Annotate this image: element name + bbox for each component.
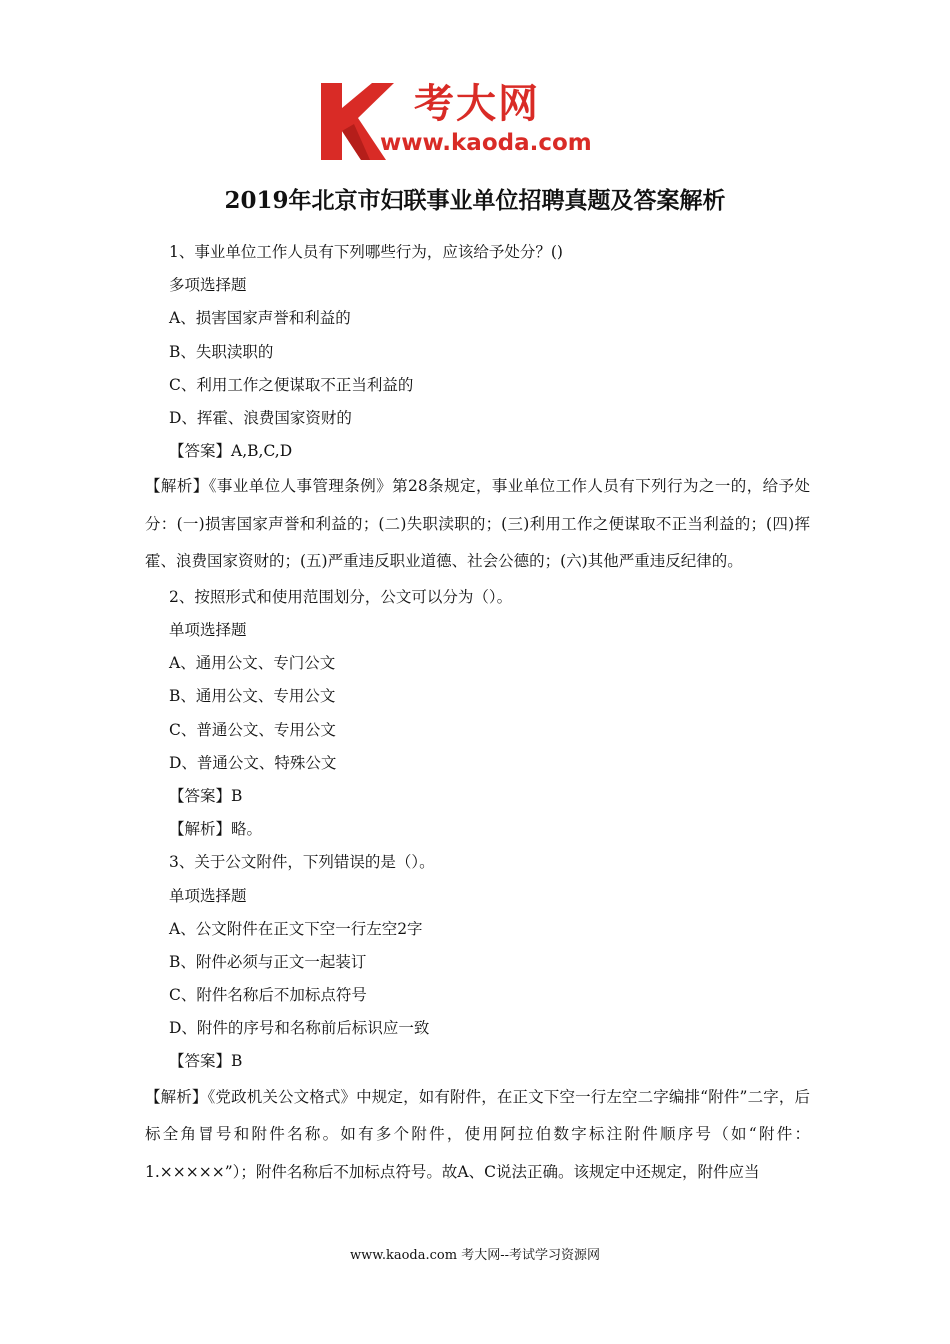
- question-1-option-b: B、失职渎职的: [169, 342, 274, 361]
- analysis-text: 《事业单位人事管理条例》第28条规定，事业单位工作人员有下列行为之一的，给予处分：(一)损害国家声誉和利益的；(二)失职渎职的；(三)利用工作之便谋取不正当利益的；(四)挥霍、浪费国家资财的；(五)严重违反职业道德、社会公德的；(六)其他严重违反纪律的。: [145, 477, 810, 571]
- question-2-option-a: A、通用公文、专门公文: [169, 654, 336, 673]
- analysis-label: 【解析】: [145, 477, 209, 496]
- question-2-type: 单项选择题: [169, 621, 247, 639]
- question-2-option-d: D、普通公文、特殊公文: [169, 753, 337, 772]
- question-1-type: 多项选择题: [169, 276, 247, 295]
- answer-value: A,B,C,D: [231, 442, 293, 461]
- question-3-option-b: B、附件必须与正文一起装订: [169, 952, 367, 971]
- question-2-analysis: [145, 813, 810, 846]
- question-1-option-d: D、挥霍、浪费国家资财的: [169, 408, 352, 427]
- question-1-analysis: [145, 468, 810, 581]
- question-3-answer: [145, 1045, 810, 1078]
- answer-label: 【答案】: [169, 786, 232, 805]
- analysis-text: 略。: [231, 820, 263, 839]
- logo-brand-url: www.kaoda.com: [380, 130, 592, 156]
- document-body: [145, 236, 810, 1191]
- question-3-option-d: D、附件的序号和名称前后标识应一致: [169, 1019, 430, 1038]
- question-3-option-a: A、公文附件在正文下空一行左空2字: [169, 919, 423, 938]
- answer-label: 【答案】: [169, 442, 232, 461]
- question-1-option-a: A、损害国家声誉和利益的: [169, 309, 351, 328]
- question-1-option-c: C、利用工作之便谋取不正当利益的: [169, 375, 414, 394]
- question-3-type: 单项选择题: [169, 886, 247, 905]
- question-2-text: 2、按照形式和使用范围划分，公文可以分为（）。: [169, 587, 513, 606]
- document-title: 2019年北京市妇联事业单位招聘真题及答案解析: [224, 187, 726, 214]
- question-1-text: 1、事业单位工作人员有下列哪些行为，应该给予处分？(): [169, 243, 563, 261]
- logo-brand-name: 考大网: [414, 81, 540, 127]
- page-footer: www.kaoda.com 考大网--考试学习资源网: [350, 1248, 600, 1263]
- analysis-label: 【解析】: [145, 1087, 208, 1106]
- analysis-label: 【解析】: [169, 820, 232, 839]
- site-logo: [318, 80, 638, 160]
- question-2-option-b: B、通用公文、专用公文: [169, 687, 336, 706]
- question-3-option-c: C、附件名称后不加标点符号: [169, 986, 367, 1005]
- question-3-analysis: [145, 1079, 810, 1192]
- question-1-answer: [145, 435, 810, 468]
- question-3-text: 3、关于公文附件，下列错误的是（）。: [169, 853, 435, 872]
- answer-label: 【答案】: [169, 1052, 232, 1071]
- answer-value: B: [231, 1052, 243, 1071]
- question-2-option-c: C、普通公文、专用公文: [169, 720, 336, 739]
- question-2-answer: [145, 780, 810, 813]
- answer-value: B: [231, 786, 243, 805]
- analysis-text: 《党政机关公文格式》中规定，如有附件，在正文下空一行左空二字编排“附件”二字，后标全角冒号和附件名称。如有多个附件，使用阿拉伯数字标注附件顺序号（如“附件：1.×××××”）；附件名称后不加标点符号。故A、C说法正确。该规定中还规定，附件应当: [145, 1087, 810, 1181]
